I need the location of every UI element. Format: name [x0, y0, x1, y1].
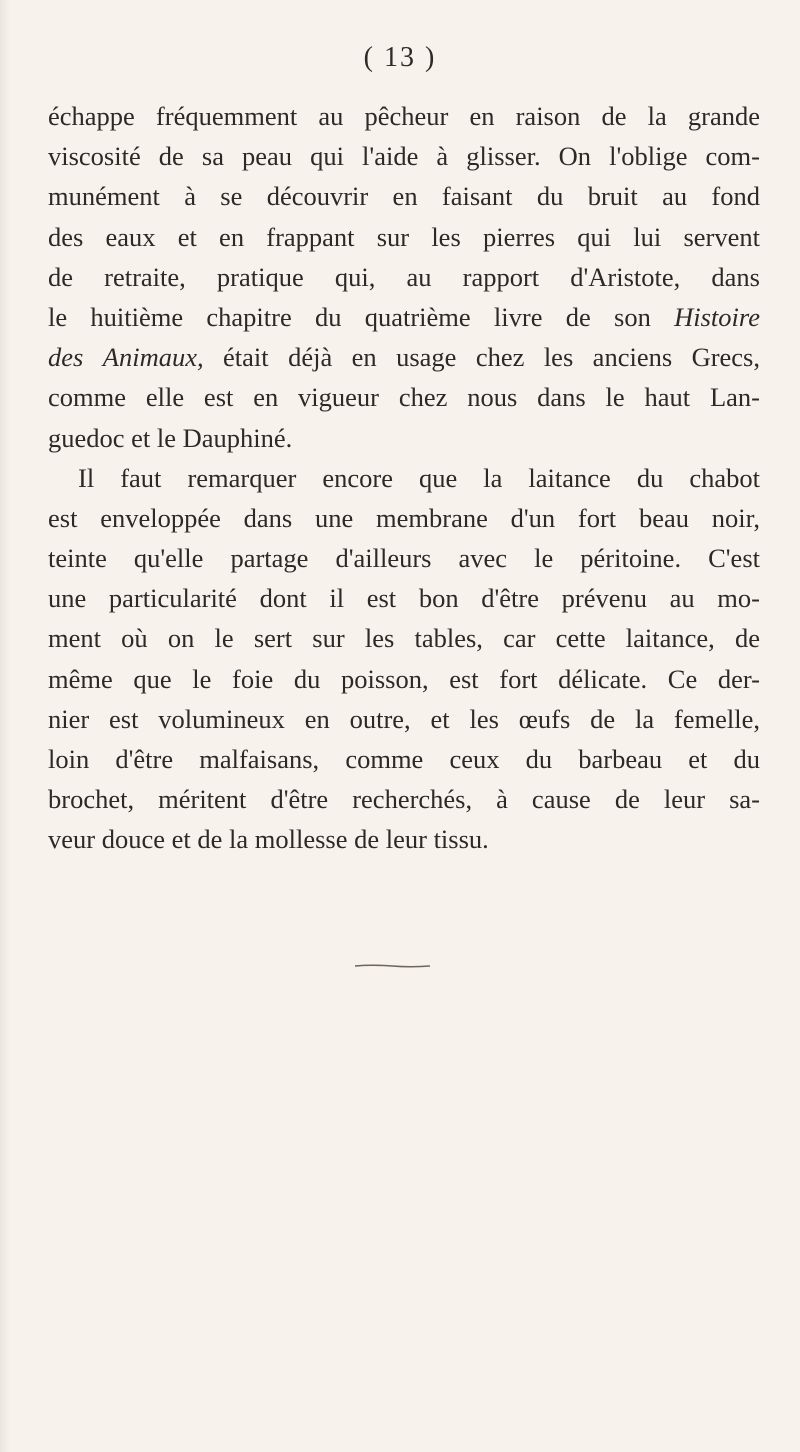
book-title-italic: des: [48, 342, 84, 373]
book-title-italic: Animaux,: [102, 342, 204, 373]
text-line: veur douce et de la mollesse de leur tissu.: [48, 824, 489, 855]
text-line: de retraite, pratique qui, au rapport d'Aristote, dans: [48, 261, 760, 292]
text-line: loin d'être malfaisans, comme ceux du barbeau et du: [48, 744, 760, 774]
book-title-italic: Histoire: [674, 301, 760, 332]
text-line: [48, 337, 760, 377]
text-line: ment où on le sert sur les tables, car cette laitance, de: [48, 623, 760, 654]
text-segment: le huitième chapitre du quatrième livre de son: [48, 301, 651, 332]
text-line: est enveloppée dans une membrane d'un fort beau noir,: [48, 502, 760, 533]
text-line: nier est volumineux en outre, et les œufs de la femelle,: [48, 703, 760, 734]
text-segment: était déjà en usage chez les anciens Grecs,: [223, 342, 760, 373]
body-text: [48, 96, 760, 860]
text-line: comme elle est en vigueur chez nous dans le haut Lan-: [48, 382, 760, 413]
text-line: échappe fréquemment au pêcheur en raison de la grande: [48, 101, 760, 131]
text-line: des eaux et en frappant sur les pierres qui lui servent: [48, 221, 760, 252]
paragraph-start-line: Il faut remarquer encore que la laitance du chabot: [78, 462, 760, 493]
text-line: teinte qu'elle partage d'ailleurs avec le péritoine. C'est: [48, 543, 760, 574]
text-line: une particularité dont il est bon d'être prévenu au mo-: [48, 583, 760, 614]
page-binding-shadow: [0, 0, 10, 1452]
text-line: [48, 297, 760, 337]
text-line: munément à se découvrir en faisant du bruit au fond: [48, 181, 760, 212]
text-line: viscosité de sa peau qui l'aide à glisser. On l'oblige com-: [48, 141, 760, 172]
page-number: ( 13 ): [363, 42, 437, 73]
end-rule-ornament: [355, 964, 430, 968]
text-line: guedoc et le Dauphiné.: [48, 422, 293, 453]
text-line: brochet, méritent d'être recherchés, à cause de leur sa-: [48, 784, 760, 815]
text-line: même que le foie du poisson, est fort délicate. Ce der-: [48, 663, 760, 694]
